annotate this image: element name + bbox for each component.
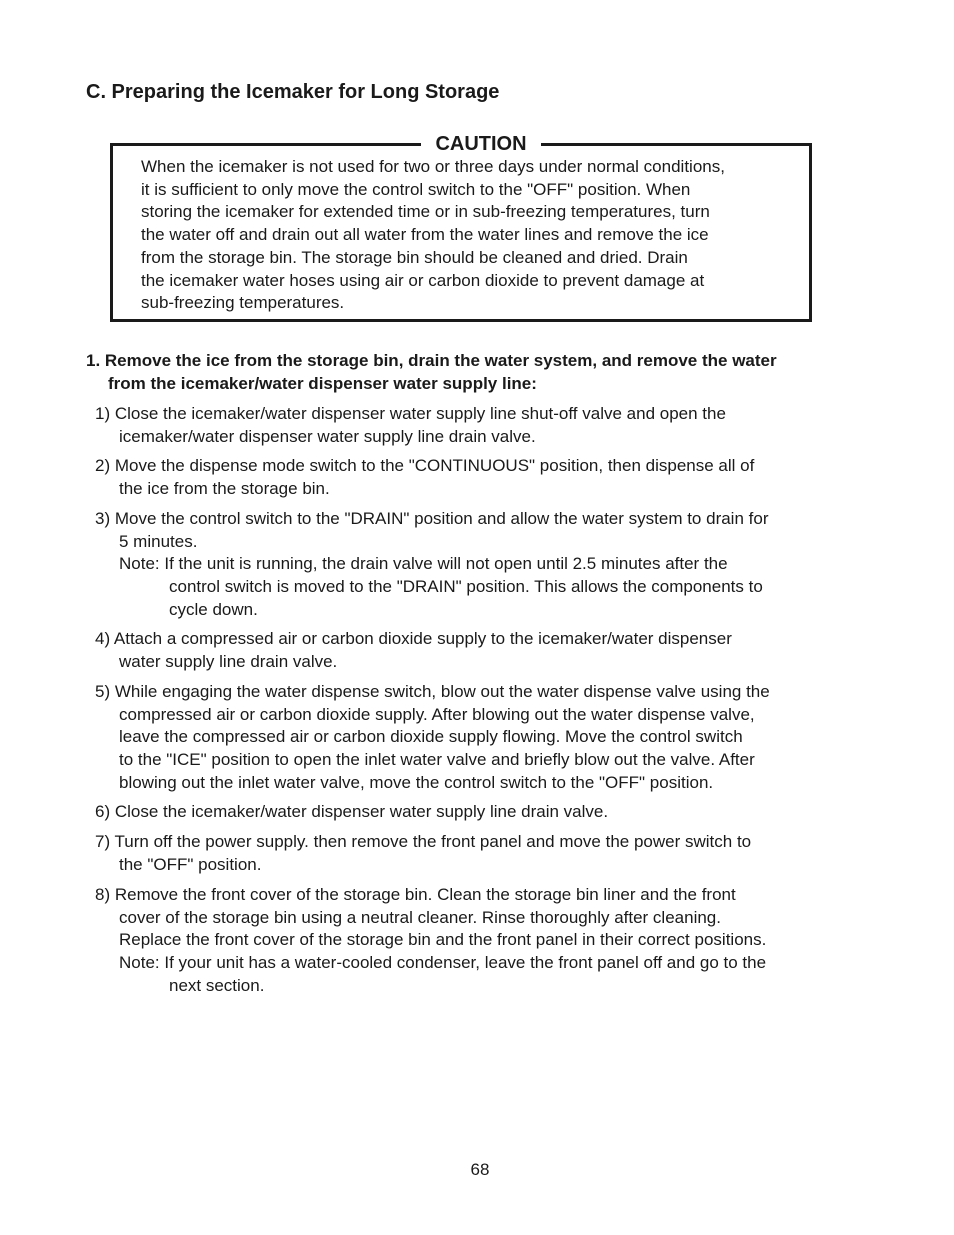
step-heading-line: 1. Remove the ice from the storage bin, drain the water system, and remove the water: [86, 351, 777, 370]
caution-label: CAUTION: [421, 130, 540, 158]
item-note-line: Note: If the unit is running, the drain valve will not open until 2.5 minutes after the: [119, 554, 728, 574]
item-line: cover of the storage bin using a neutral cleaner. Rinse thoroughly after cleaning.: [119, 907, 721, 927]
section-title: C. Preparing the Icemaker for Long Storage: [86, 81, 500, 103]
item-line: 2) Move the dispense mode switch to the "CONTINUOUS" position, then dispense all of: [95, 456, 755, 475]
caution-line: the icemaker water hoses using air or carbon dioxide to prevent damage at: [141, 270, 705, 290]
step-item-4: [95, 628, 855, 673]
item-line: 5) While engaging the water dispense switch, blow out the water dispense valve using the: [95, 682, 770, 701]
step-item-1: [95, 403, 855, 448]
item-line: blowing out the inlet water valve, move the control switch to the "OFF" position.: [119, 772, 714, 792]
page-number: 68: [470, 1160, 490, 1179]
step-1-heading: [86, 350, 866, 395]
step-item-2: [95, 455, 855, 500]
item-line: 7) Turn off the power supply. then remove the front panel and move the power switch to: [95, 832, 752, 851]
item-line: 8) Remove the front cover of the storage bin. Clean the storage bin liner and the front: [95, 885, 736, 904]
caution-text: [141, 156, 791, 315]
item-line: 6) Close the icemaker/water dispenser water supply line drain valve.: [95, 802, 609, 821]
caution-line: When the icemaker is not used for two or three days under normal conditions,: [141, 157, 725, 176]
item-line: Replace the front cover of the storage bin and the front panel in their correct positions.: [119, 930, 767, 950]
item-line: compressed air or carbon dioxide supply. After blowing out the water dispense valve,: [119, 704, 755, 724]
step-item-8: [95, 884, 855, 998]
item-line: 3) Move the control switch to the "DRAIN" position and allow the water system to drain for: [95, 509, 769, 528]
item-note-line: next section.: [169, 975, 265, 995]
item-line: 5 minutes.: [119, 531, 198, 551]
step-item-7: [95, 831, 855, 876]
item-line: the "OFF" position.: [119, 854, 262, 874]
item-line: water supply line drain valve.: [119, 651, 338, 671]
item-note-line: Note: If your unit has a water-cooled condenser, leave the front panel off and go to the: [119, 953, 767, 973]
caution-line: it is sufficient to only move the control switch to the "OFF" position. When: [141, 179, 691, 199]
item-line: leave the compressed air or carbon dioxide supply flowing. Move the control switch: [119, 727, 743, 747]
caution-line: sub-freezing temperatures.: [141, 293, 345, 313]
item-line: to the "ICE" position to open the inlet water valve and briefly blow out the valve. After: [119, 750, 755, 770]
caution-line: from the storage bin. The storage bin should be cleaned and dried. Drain: [141, 247, 688, 267]
item-note-line: control switch is moved to the "DRAIN" position. This allows the components to: [169, 577, 763, 597]
step-item-5: [95, 681, 855, 795]
item-note-line: cycle down.: [169, 599, 258, 619]
item-line: 4) Attach a compressed air or carbon dioxide supply to the icemaker/water dispenser: [95, 629, 732, 648]
item-line: the ice from the storage bin.: [119, 478, 330, 498]
step-item-6: [95, 801, 855, 824]
item-line: icemaker/water dispenser water supply line drain valve.: [119, 426, 536, 446]
caution-line: the water off and drain out all water from the water lines and remove the ice: [141, 225, 709, 245]
caution-line: storing the icemaker for extended time or in sub-freezing temperatures, turn: [141, 202, 710, 222]
step-heading-line: from the icemaker/water dispenser water supply line:: [108, 373, 537, 393]
item-line: 1) Close the icemaker/water dispenser water supply line shut-off valve and open the: [95, 404, 726, 423]
step-item-3: [95, 508, 855, 622]
